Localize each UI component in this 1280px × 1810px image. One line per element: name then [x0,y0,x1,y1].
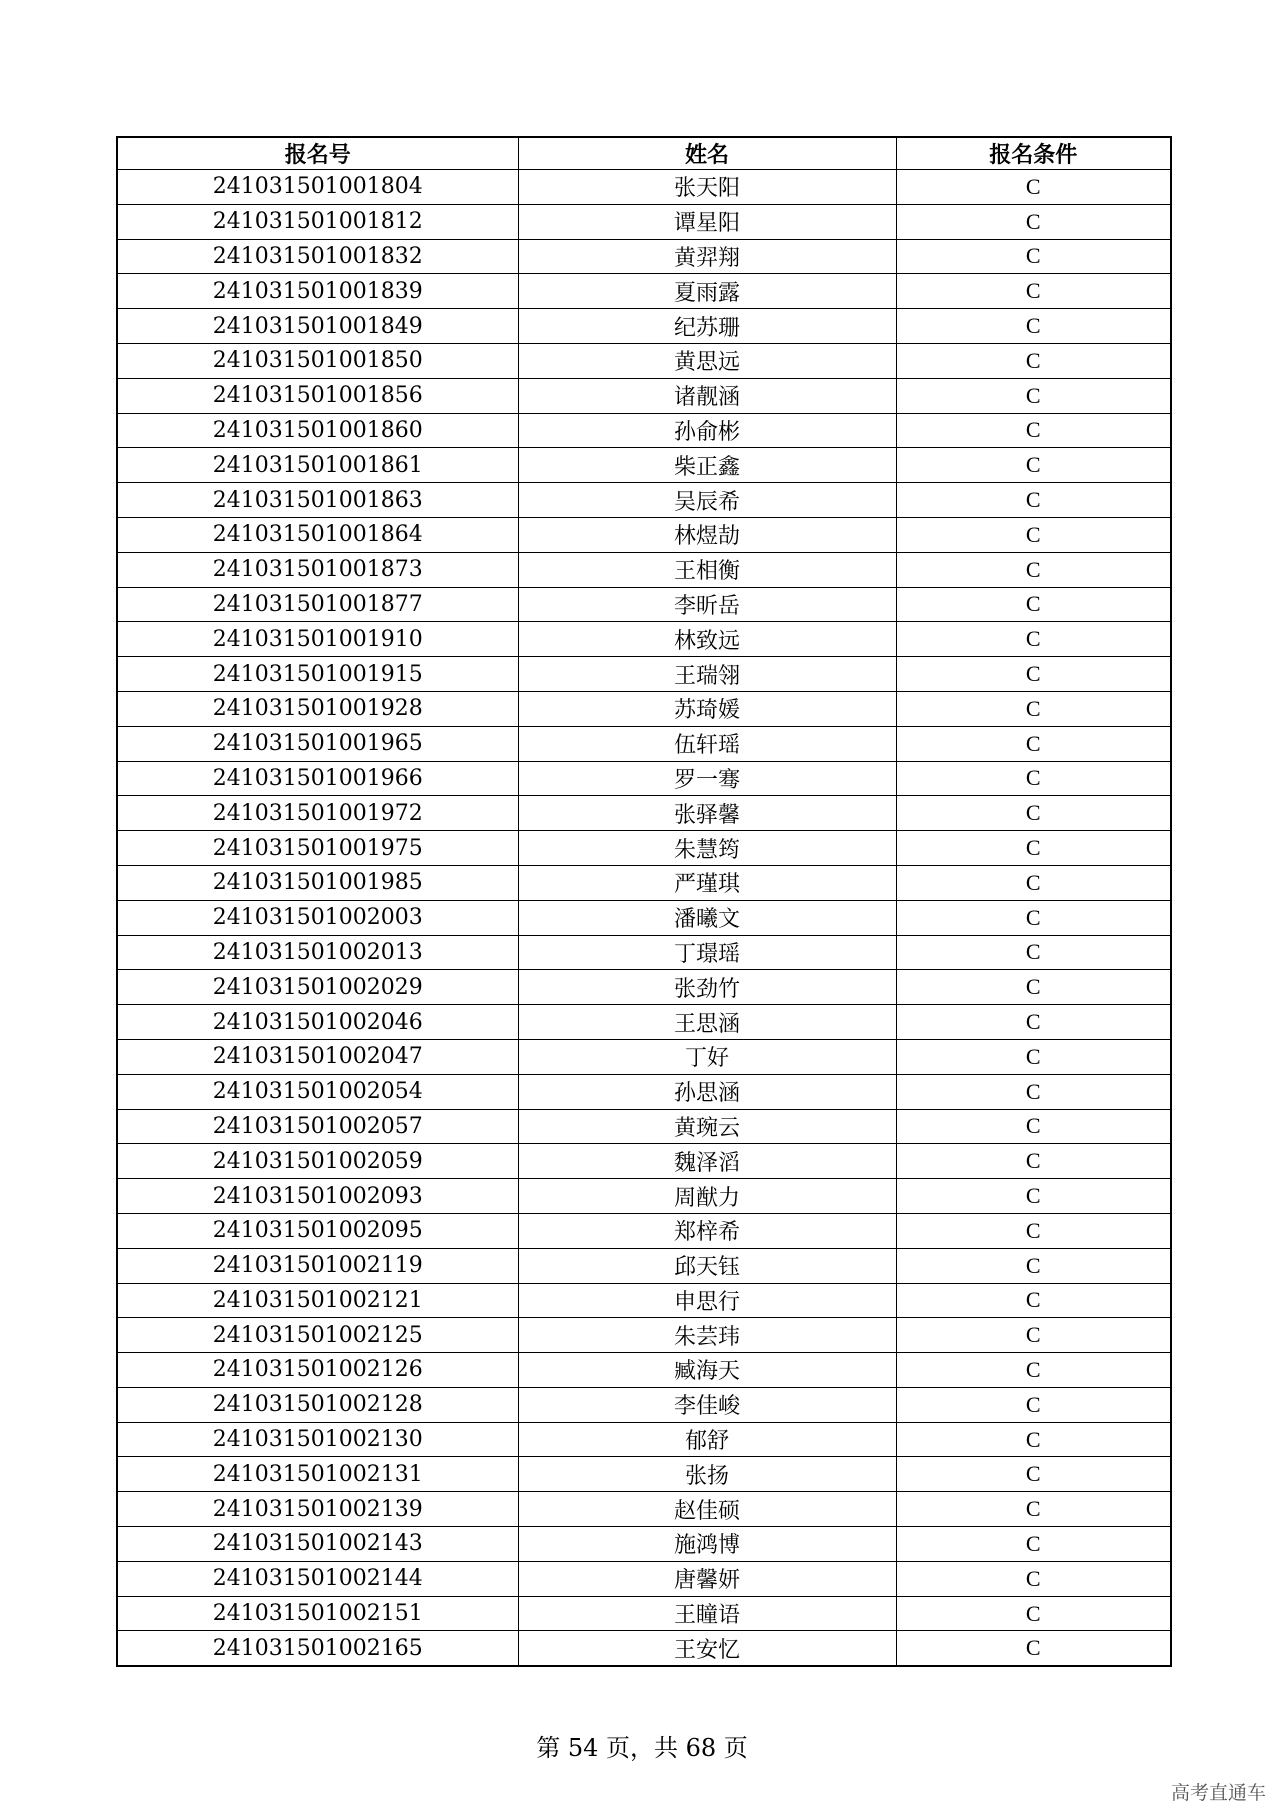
condition-cell: C [896,552,1171,587]
table-row [117,865,1171,900]
name-cell: 伍轩瑶 [518,726,896,761]
name-cell: 丁璟瑶 [518,935,896,970]
table-row [117,622,1171,657]
name-cell: 李佳峻 [518,1387,896,1422]
table-row [117,448,1171,483]
condition-cell: C [896,1005,1171,1040]
table-body [117,170,1171,1666]
table-row [117,1457,1171,1492]
registration-number-cell: 241031501001812 [117,204,518,239]
condition-cell: C [896,1492,1171,1527]
condition-cell: C [896,448,1171,483]
name-cell: 孙俞彬 [518,413,896,448]
name-cell: 黄羿翔 [518,239,896,274]
header-row [117,137,1171,170]
table-row [117,517,1171,552]
registration-number-cell: 241031501002143 [117,1527,518,1562]
condition-cell: C [896,1213,1171,1248]
name-cell: 李昕岳 [518,587,896,622]
condition-cell: C [896,587,1171,622]
name-cell: 臧海天 [518,1353,896,1388]
registration-number-cell: 241031501001877 [117,587,518,622]
condition-cell: C [896,691,1171,726]
registration-number-cell: 241031501002165 [117,1631,518,1666]
table-row [117,691,1171,726]
name-cell: 林致远 [518,622,896,657]
table-row [117,1039,1171,1074]
condition-cell: C [896,796,1171,831]
name-cell: 申思行 [518,1283,896,1318]
name-cell: 诸靓涵 [518,378,896,413]
table-row [117,1318,1171,1353]
condition-cell: C [896,413,1171,448]
condition-cell: C [896,831,1171,866]
registration-number-cell: 241031501002059 [117,1144,518,1179]
table-row [117,900,1171,935]
table-row [117,831,1171,866]
condition-cell: C [896,483,1171,518]
condition-cell: C [896,622,1171,657]
condition-cell: C [896,970,1171,1005]
name-cell: 纪苏珊 [518,309,896,344]
table-row [117,1527,1171,1562]
table-row [117,587,1171,622]
table-row [117,970,1171,1005]
condition-cell: C [896,1561,1171,1596]
name-cell: 郁舒 [518,1422,896,1457]
column-header-condition: 报名条件 [896,137,1171,170]
registration-number-cell: 241031501001863 [117,483,518,518]
table-header [117,137,1171,170]
table-row [117,1561,1171,1596]
registration-number-cell: 241031501001975 [117,831,518,866]
name-cell: 王思涵 [518,1005,896,1040]
registration-number-cell: 241031501002130 [117,1422,518,1457]
name-cell: 夏雨露 [518,274,896,309]
registration-number-cell: 241031501002131 [117,1457,518,1492]
condition-cell: C [896,378,1171,413]
registration-number-cell: 241031501001804 [117,170,518,205]
condition-cell: C [896,657,1171,692]
table-row [117,170,1171,205]
name-cell: 王瑞翎 [518,657,896,692]
registration-number-cell: 241031501002139 [117,1492,518,1527]
name-cell: 郑梓希 [518,1213,896,1248]
condition-cell: C [896,1179,1171,1214]
table-row [117,309,1171,344]
condition-cell: C [896,900,1171,935]
name-cell: 王安忆 [518,1631,896,1666]
table-row [117,552,1171,587]
registration-number-cell: 241031501002047 [117,1039,518,1074]
condition-cell: C [896,865,1171,900]
registration-number-cell: 241031501001856 [117,378,518,413]
table-row [117,378,1171,413]
table-row [117,1596,1171,1631]
registration-number-cell: 241031501002046 [117,1005,518,1040]
registration-number-cell: 241031501001965 [117,726,518,761]
column-header-registration-number: 报名号 [117,137,518,170]
registration-number-cell: 241031501002003 [117,900,518,935]
registration-number-cell: 241031501001839 [117,274,518,309]
condition-cell: C [896,1109,1171,1144]
condition-cell: C [896,935,1171,970]
registration-number-cell: 241031501001850 [117,343,518,378]
condition-cell: C [896,517,1171,552]
table-row [117,1248,1171,1283]
table-row [117,343,1171,378]
name-cell: 唐馨妍 [518,1561,896,1596]
condition-cell: C [896,1039,1171,1074]
registration-number-cell: 241031501001910 [117,622,518,657]
table-row [117,796,1171,831]
registration-number-cell: 241031501001864 [117,517,518,552]
name-cell: 潘曦文 [518,900,896,935]
condition-cell: C [896,1283,1171,1318]
registration-number-cell: 241031501001985 [117,865,518,900]
name-cell: 张驿馨 [518,796,896,831]
name-cell: 赵佳硕 [518,1492,896,1527]
table-row [117,1074,1171,1109]
name-cell: 罗一骞 [518,761,896,796]
table-row [117,1179,1171,1214]
table-row [117,935,1171,970]
condition-cell: C [896,1353,1171,1388]
name-cell: 施鸿博 [518,1527,896,1562]
table-row [117,1492,1171,1527]
registration-number-cell: 241031501001966 [117,761,518,796]
registration-number-cell: 241031501002013 [117,935,518,970]
registration-number-cell: 241031501002151 [117,1596,518,1631]
registration-number-cell: 241031501002095 [117,1213,518,1248]
condition-cell: C [896,1248,1171,1283]
name-cell: 邱天钰 [518,1248,896,1283]
registration-number-cell: 241031501002054 [117,1074,518,1109]
name-cell: 孙思涵 [518,1074,896,1109]
name-cell: 周猷力 [518,1179,896,1214]
condition-cell: C [896,761,1171,796]
table-row [117,1422,1171,1457]
name-cell: 朱芸玮 [518,1318,896,1353]
registration-number-cell: 241031501001832 [117,239,518,274]
condition-cell: C [896,1074,1171,1109]
name-cell: 张天阳 [518,170,896,205]
registration-number-cell: 241031501001849 [117,309,518,344]
registration-number-cell: 241031501001928 [117,691,518,726]
name-cell: 严瑾琪 [518,865,896,900]
table-row [117,413,1171,448]
registration-number-cell: 241031501001873 [117,552,518,587]
name-cell: 丁好 [518,1039,896,1074]
condition-cell: C [896,1631,1171,1666]
condition-cell: C [896,726,1171,761]
name-cell: 黄琬云 [518,1109,896,1144]
name-cell: 张扬 [518,1457,896,1492]
name-cell: 魏泽滔 [518,1144,896,1179]
table-row [117,1144,1171,1179]
registration-number-cell: 241031501002029 [117,970,518,1005]
registration-number-cell: 241031501001860 [117,413,518,448]
table-row [117,1631,1171,1666]
name-cell: 林煜劼 [518,517,896,552]
registration-table [116,136,1172,1667]
table-row [117,483,1171,518]
name-cell: 黄思远 [518,343,896,378]
table-row [117,239,1171,274]
condition-cell: C [896,1596,1171,1631]
name-cell: 朱慧筠 [518,831,896,866]
column-header-name: 姓名 [518,137,896,170]
condition-cell: C [896,1387,1171,1422]
condition-cell: C [896,1318,1171,1353]
name-cell: 王瞳语 [518,1596,896,1631]
name-cell: 张劲竹 [518,970,896,1005]
name-cell: 柴正鑫 [518,448,896,483]
registration-number-cell: 241031501002126 [117,1353,518,1388]
registration-number-cell: 241031501002057 [117,1109,518,1144]
registration-number-cell: 241031501002119 [117,1248,518,1283]
name-cell: 苏琦媛 [518,691,896,726]
page-number: 第 54 页，共 68 页 [536,1734,748,1762]
table-row [117,1353,1171,1388]
watermark-text: 高考直通车 [1170,1782,1266,1804]
condition-cell: C [896,1457,1171,1492]
condition-cell: C [896,343,1171,378]
table-row [117,657,1171,692]
condition-cell: C [896,274,1171,309]
condition-cell: C [896,309,1171,344]
name-cell: 王相衡 [518,552,896,587]
condition-cell: C [896,204,1171,239]
registration-number-cell: 241031501002121 [117,1283,518,1318]
table-row [117,1213,1171,1248]
condition-cell: C [896,1422,1171,1457]
registration-number-cell: 241031501001861 [117,448,518,483]
registration-number-cell: 241031501002093 [117,1179,518,1214]
registration-number-cell: 241031501002125 [117,1318,518,1353]
table-row [117,274,1171,309]
table-row [117,761,1171,796]
name-cell: 吴辰希 [518,483,896,518]
table-row [117,1283,1171,1318]
registration-number-cell: 241031501002144 [117,1561,518,1596]
condition-cell: C [896,1527,1171,1562]
registration-number-cell: 241031501002128 [117,1387,518,1422]
registration-number-cell: 241031501001972 [117,796,518,831]
table-row [117,1005,1171,1040]
name-cell: 谭星阳 [518,204,896,239]
table-row [117,204,1171,239]
table-row [117,726,1171,761]
condition-cell: C [896,239,1171,274]
table-row [117,1109,1171,1144]
registration-number-cell: 241031501001915 [117,657,518,692]
table-row [117,1387,1171,1422]
condition-cell: C [896,1144,1171,1179]
condition-cell: C [896,170,1171,205]
